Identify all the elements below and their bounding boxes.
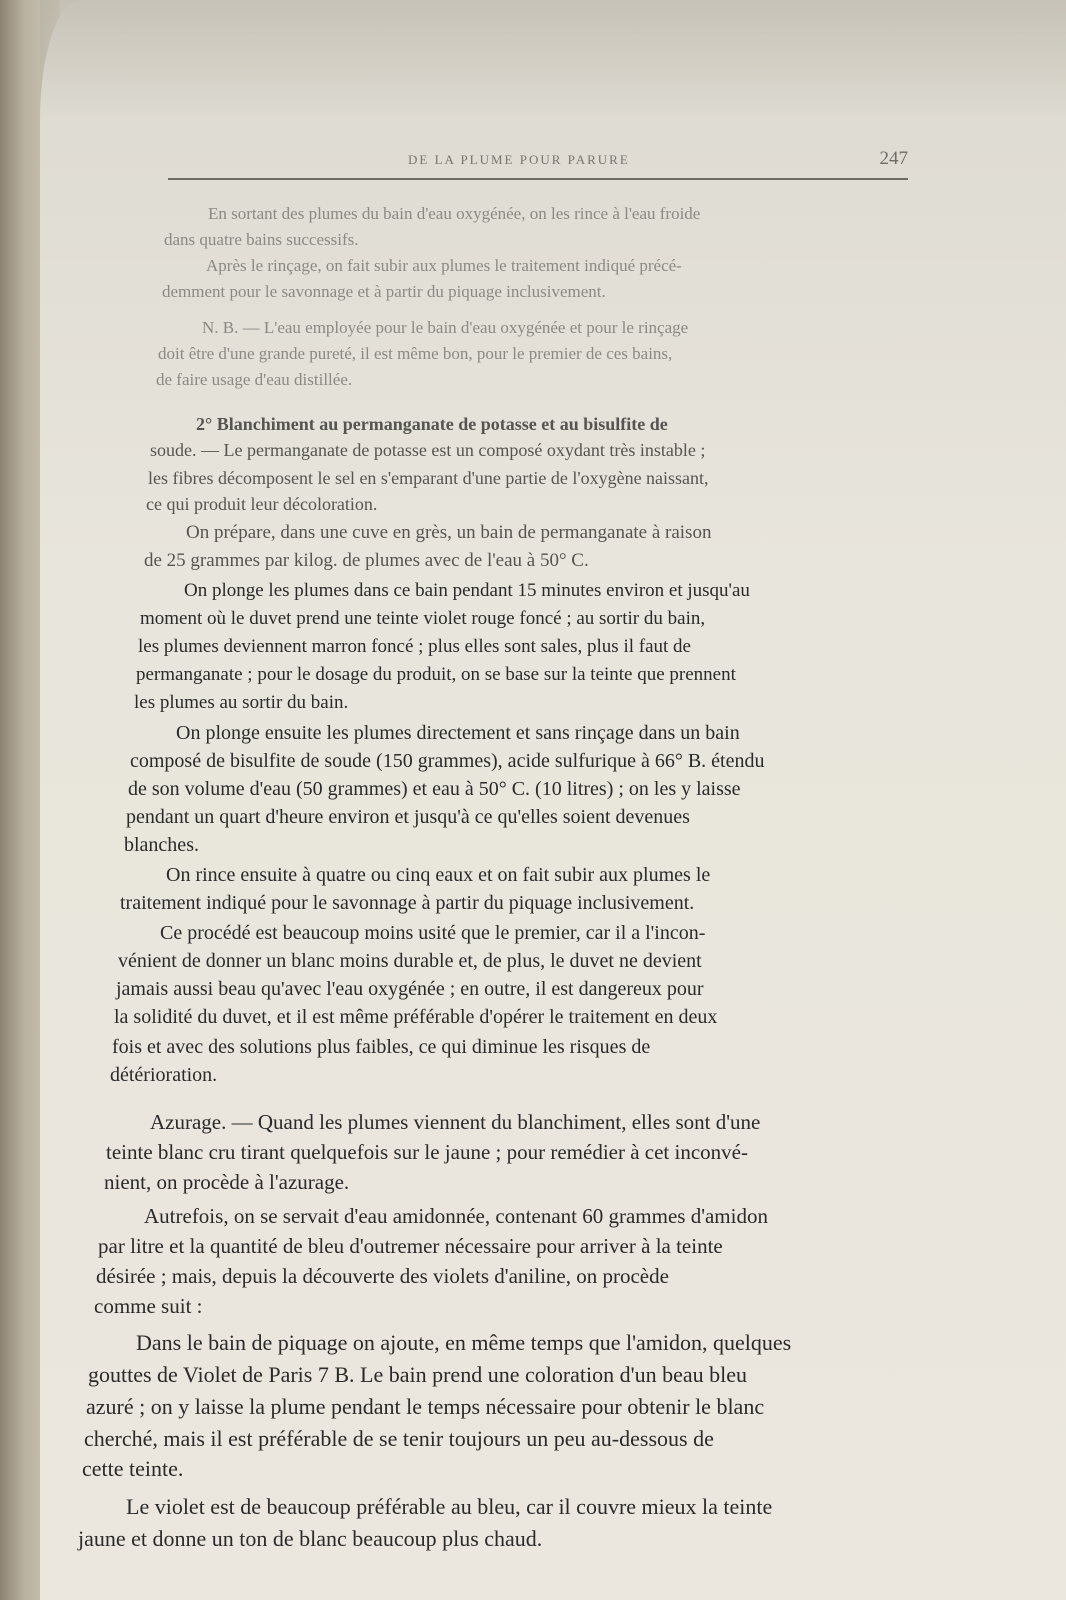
text-line: N. B. — L'eau employée pour le bain d'eau oxygénée et pour le rinçage bbox=[202, 318, 689, 337]
text-line: dans quatre bains successifs. bbox=[164, 230, 359, 249]
text-line: la solidité du duvet, et il est même préférable d'opérer le traitement en deux bbox=[114, 1006, 718, 1028]
text-line: doit être d'une grande pureté, il est même bon, pour le premier de ces bains, bbox=[158, 344, 673, 363]
text-line: les plumes au sortir du bain. bbox=[134, 692, 349, 713]
text-line: comme suit : bbox=[94, 1294, 203, 1318]
text-line: Ce procédé est beaucoup moins usité que le premier, car il a l'incon- bbox=[160, 922, 706, 944]
text-line: vénient de donner un blanc moins durable et, de plus, le duvet ne devient bbox=[118, 950, 702, 972]
text-line: permanganate ; pour le dosage du produit, on se base sur la teinte que prennent bbox=[136, 664, 736, 685]
text-line: de faire usage d'eau distillée. bbox=[156, 370, 353, 389]
text-line: On plonge les plumes dans ce bain pendant 15 minutes environ et jusqu'au bbox=[184, 580, 750, 601]
text-line: jaune et donne un ton de blanc beaucoup plus chaud. bbox=[78, 1526, 543, 1551]
text-line: les plumes deviennent marron foncé ; plus elles sont sales, plus il faut de bbox=[138, 636, 691, 657]
section-heading: 2° Blanchiment au permanganate de potasse et au bisulfite de bbox=[196, 414, 668, 434]
text-line: jamais aussi beau qu'avec l'eau oxygénée ; en outre, il est dangereux pour bbox=[116, 978, 704, 1000]
text-line: En sortant des plumes du bain d'eau oxygénée, on les rince à l'eau froide bbox=[208, 204, 701, 223]
text-line: demment pour le savonnage et à partir du piquage inclusivement. bbox=[162, 282, 606, 301]
page-number: 247 bbox=[879, 148, 908, 169]
section-heading: Azurage. — Quand les plumes viennent du blanchiment, elles sont d'une bbox=[150, 1110, 761, 1134]
text-line: teinte blanc cru tirant quelquefois sur le jaune ; pour remédier à cet inconvé- bbox=[106, 1140, 748, 1164]
running-title: DE LA PLUME POUR PARURE bbox=[408, 152, 630, 167]
text-line: par litre et la quantité de bleu d'outremer nécessaire pour arriver à la teinte bbox=[98, 1234, 723, 1258]
text-line: détérioration. bbox=[110, 1064, 218, 1086]
text-line: On prépare, dans une cuve en grès, un bain de permanganate à raison bbox=[186, 522, 712, 543]
text-line: désirée ; mais, depuis la découverte des violets d'aniline, on procède bbox=[96, 1264, 669, 1288]
text-line: pendant un quart d'heure environ et jusqu'à ce qu'elles soient devenues bbox=[126, 806, 690, 828]
text-line: de son volume d'eau (50 grammes) et eau à 50° C. (10 litres) ; on les y laisse bbox=[128, 778, 741, 800]
text-line: soude. — Le permanganate de potasse est un composé oxydant très instable ; bbox=[150, 440, 706, 460]
text-line: gouttes de Violet de Paris 7 B. Le bain prend une coloration d'un beau bleu bbox=[88, 1362, 748, 1387]
text-line: traitement indiqué pour le savonnage à partir du piquage inclusivement. bbox=[120, 892, 695, 914]
text-line: Après le rinçage, on fait subir aux plumes le traitement indiqué précé- bbox=[206, 256, 682, 275]
text-line: nient, on procède à l'azurage. bbox=[104, 1170, 350, 1194]
text-line: cette teinte. bbox=[82, 1456, 184, 1481]
text-line: azuré ; on y laisse la plume pendant le temps nécessaire pour obtenir le blanc bbox=[86, 1394, 765, 1419]
text-line: cherché, mais il est préférable de se tenir toujours un peu au-dessous de bbox=[84, 1426, 714, 1451]
text-line: On plonge ensuite les plumes directement et sans rinçage dans un bain bbox=[176, 722, 740, 744]
text-line: les fibres décomposent le sel en s'emparant d'une partie de l'oxygène naissant, bbox=[148, 468, 709, 488]
text-line: On rince ensuite à quatre ou cinq eaux et on fait subir aux plumes le bbox=[166, 864, 711, 886]
text-line: blanches. bbox=[124, 834, 199, 856]
text-line: Autrefois, on se servait d'eau amidonnée, contenant 60 grammes d'amidon bbox=[144, 1204, 768, 1228]
text-line: composé de bisulfite de soude (150 grammes), acide sulfurique à 66° B. étendu bbox=[130, 750, 765, 772]
text-line: de 25 grammes par kilog. de plumes avec de l'eau à 50° C. bbox=[144, 550, 589, 571]
text-line: moment où le duvet prend une teinte violet rouge foncé ; au sortir du bain, bbox=[140, 608, 706, 629]
text-line: fois et avec des solutions plus faibles, ce qui diminue les risques de bbox=[112, 1036, 651, 1058]
text-line: Dans le bain de piquage on ajoute, en même temps que l'amidon, quelques bbox=[136, 1330, 792, 1355]
text-line: Le violet est de beaucoup préférable au bleu, car il couvre mieux la teinte bbox=[126, 1494, 773, 1519]
text-line: ce qui produit leur décoloration. bbox=[146, 494, 378, 514]
